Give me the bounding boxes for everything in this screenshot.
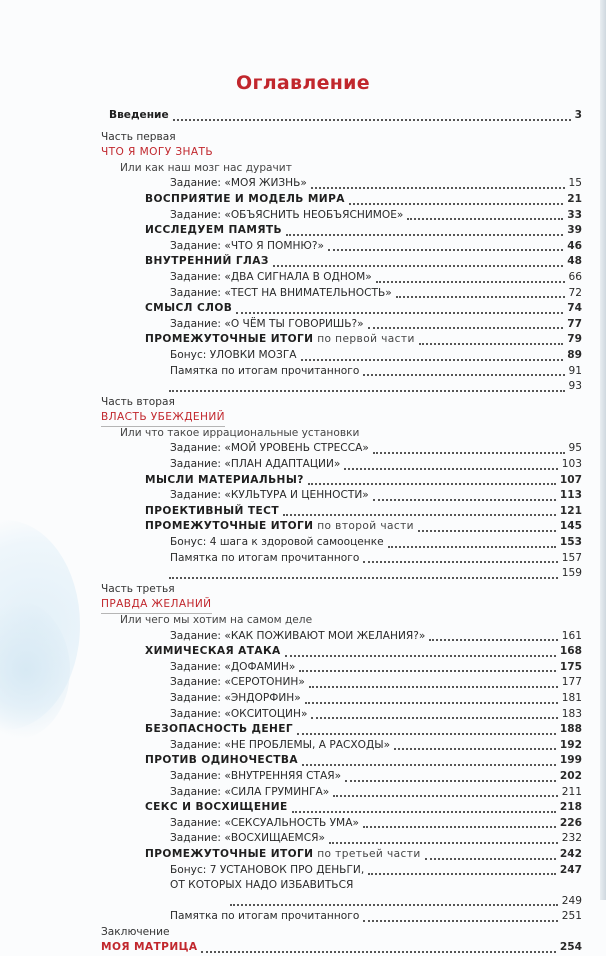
toc-entry[interactable]: [0, 613, 606, 629]
toc-page-number: 183: [560, 707, 582, 723]
toc-entry[interactable]: [0, 753, 606, 769]
toc-entry-context: по третьей части: [313, 847, 421, 860]
toc-leader-dots: [309, 686, 558, 688]
toc-entry[interactable]: [0, 644, 606, 660]
toc-entry[interactable]: [0, 348, 606, 364]
toc-page-number: 247: [558, 863, 582, 879]
toc-entry-title: Задание: «ПЛАН АДАПТАЦИИ»: [170, 458, 341, 471]
toc-entry[interactable]: [0, 551, 606, 567]
toc-page-number: 202: [558, 769, 582, 785]
toc-leader-dots: [373, 499, 556, 501]
toc-entry-title: Или как наш мозг нас дурачит: [120, 161, 292, 174]
toc-page-number: 48: [565, 254, 582, 270]
toc-entry-title: МЫСЛИ МАТЕРИАЛЬНЫ?: [145, 473, 304, 486]
toc-leader-dots: [285, 655, 556, 657]
toc-leader-dots: [373, 452, 565, 454]
toc-page-number: 175: [558, 660, 582, 676]
toc-leader-dots: [292, 811, 556, 813]
toc-entry-title: ИССЛЕДУЕМ ПАМЯТЬ: [145, 224, 282, 237]
toc-entry[interactable]: [0, 364, 606, 380]
toc-leader-dots: [396, 296, 565, 298]
toc-page-number: 103: [560, 457, 582, 473]
toc-page-number: 168: [558, 644, 582, 660]
toc-page-number: 211: [560, 785, 582, 801]
toc-leader-dots: [344, 468, 557, 470]
toc-entry-title: ПРОМЕЖУТОЧНЫЕ ИТОГИ по второй части: [145, 520, 414, 533]
toc-page-number: 74: [565, 301, 582, 317]
toc-entry-title: Задание: «КУЛЬТУРА И ЦЕННОСТИ»: [170, 489, 369, 502]
toc-page-number: 153: [558, 535, 582, 551]
toc-leader-dots: [345, 780, 556, 782]
toc-leader-dots: [329, 842, 558, 844]
toc-entry-title: Памятка по итогам прочитанного: [170, 551, 360, 564]
toc-entry[interactable]: [0, 722, 606, 738]
toc-entry-title: ЧТО Я МОГУ ЗНАТЬ: [101, 146, 214, 159]
toc-page-number: 107: [558, 473, 582, 489]
toc-entry[interactable]: [0, 691, 606, 707]
toc-page-number: 242: [558, 847, 582, 863]
toc-leader-dots: [301, 359, 564, 361]
toc-entry[interactable]: [0, 831, 606, 847]
toc-page-number: 93: [567, 379, 582, 395]
toc-entry[interactable]: [0, 582, 606, 598]
toc-page-number: 177: [560, 675, 582, 691]
toc-entry-title: ОТ КОТОРЫХ НАДО ИЗБАВИТЬСЯ: [170, 879, 354, 892]
toc-entry-title: Задание: «СЕРОТОНИН»: [170, 676, 305, 689]
toc-entry-title: Часть первая: [101, 130, 176, 143]
toc-leader-dots: [230, 904, 558, 906]
toc-entry[interactable]: [0, 270, 606, 286]
toc-leader-dots: [169, 577, 558, 579]
toc-leader-dots: [311, 187, 565, 189]
toc-page-number: 249: [560, 894, 582, 910]
toc-page-number: 218: [558, 800, 582, 816]
toc-entry-title: ПРОМЕЖУТОЧНЫЕ ИТОГИ по третьей части: [145, 847, 421, 860]
toc-leader-dots: [236, 312, 563, 314]
toc-page-number: 15: [567, 176, 582, 192]
toc-leader-dots: [394, 748, 556, 750]
toc-entry-title: СЕКС И ВОСХИЩЕНИЕ: [145, 801, 288, 814]
toc-entry-title: ХИМИЧЕСКАЯ АТАКА: [145, 645, 281, 658]
toc-leader-dots: [388, 546, 556, 548]
toc-entry[interactable]: [0, 785, 606, 801]
toc-leader-dots: [299, 670, 556, 672]
toc-entry[interactable]: [0, 504, 606, 520]
toc-entry-title: Задание: «КАК ПОЖИВАЮТ МОИ ЖЕЛАНИЯ?»: [170, 629, 426, 642]
toc-entry[interactable]: [0, 800, 606, 816]
toc-entry-title: Бонус: УЛОВКИ МОЗГА: [170, 348, 297, 361]
toc-entry-title: Задание: «ЭНДОРФИН»: [170, 691, 301, 704]
toc-leader-dots: [273, 265, 563, 267]
toc-entry-title: Задание: «ВОСХИЩАЕМСЯ»: [170, 832, 325, 845]
toc-entry-title: Памятка по итогам прочитанного: [170, 910, 360, 923]
toc-page-number: 91: [567, 364, 582, 380]
toc-entry-title: Или что такое иррациональные установки: [120, 426, 360, 439]
toc-entry[interactable]: [0, 566, 606, 582]
toc-entry[interactable]: [0, 441, 606, 457]
toc-entry-context: по второй части: [313, 520, 414, 533]
toc-page-number: 3: [573, 108, 582, 124]
toc-leader-dots: [407, 218, 563, 220]
toc-entry[interactable]: [0, 145, 606, 161]
toc-leader-dots: [349, 203, 563, 205]
toc-leader-dots: [169, 390, 565, 392]
toc-entry[interactable]: [0, 769, 606, 785]
toc-entry[interactable]: [0, 597, 606, 613]
toc-entry-title: Задание: «СЕКСУАЛЬНОСТЬ УМА»: [170, 816, 359, 829]
toc-entry-title: Часть вторая: [101, 395, 175, 408]
toc-leader-dots: [311, 717, 557, 719]
toc-entry[interactable]: [0, 108, 606, 124]
toc-entry[interactable]: [0, 660, 606, 676]
toc-entry[interactable]: [0, 379, 606, 395]
page-title: Оглавление: [236, 72, 370, 94]
toc-entry-title: Задание: «О ЧЁМ ТЫ ГОВОРИШЬ?»: [170, 317, 364, 330]
toc-entry[interactable]: [0, 161, 606, 177]
toc-page-number: 226: [558, 816, 582, 832]
toc-entry[interactable]: [0, 816, 606, 832]
toc-entry[interactable]: [0, 519, 606, 535]
toc-page-number: 232: [560, 831, 582, 847]
toc-leader-dots: [201, 951, 555, 953]
toc-leader-dots: [308, 483, 556, 485]
toc-entry[interactable]: [0, 317, 606, 333]
toc-leader-dots: [302, 764, 556, 766]
toc-leader-dots: [286, 234, 563, 236]
toc-entry[interactable]: [0, 410, 606, 426]
toc-entry-title: Задание: «ОКСИТОЦИН»: [170, 707, 308, 720]
toc-entry-title: Или чего мы хотим на самом деле: [120, 614, 313, 626]
toc-entry-title: Памятка по итогам прочитанного: [170, 364, 360, 377]
toc-page-number: 72: [567, 286, 582, 302]
toc-entry[interactable]: [0, 629, 606, 645]
toc-entry-title: Заключение: [101, 925, 170, 938]
toc-entry[interactable]: [0, 878, 606, 894]
table-of-contents: [0, 108, 606, 956]
toc-entry[interactable]: [0, 208, 606, 224]
toc-page-number: 199: [558, 753, 582, 769]
toc-entry[interactable]: [0, 223, 606, 239]
toc-entry-title: ПРОЕКТИВНЫЙ ТЕСТ: [145, 504, 279, 517]
toc-entry-title: Задание: «ДОФАМИН»: [170, 660, 296, 673]
toc-entry-title: Задание: «ДВА СИГНАЛА В ОДНОМ»: [170, 270, 372, 283]
toc-page-number: 254: [558, 940, 582, 956]
toc-page-number: 33: [565, 208, 582, 224]
toc-leader-dots: [419, 343, 563, 345]
toc-entry-title: Введение: [109, 109, 169, 121]
toc-leader-dots: [425, 858, 556, 860]
toc-entry[interactable]: [0, 738, 606, 754]
toc-leader-dots: [368, 873, 556, 875]
toc-entry-title: ПРОТИВ ОДИНОЧЕСТВА: [145, 754, 298, 767]
toc-entry-title: Задание: «ОБЪЯСНИТЬ НЕОБЪЯСНИМОЕ»: [170, 208, 404, 221]
toc-entry[interactable]: [0, 863, 606, 879]
toc-page-number: 95: [567, 441, 582, 457]
toc-entry[interactable]: [0, 254, 606, 270]
toc-entry-title: БЕЗОПАСНОСТЬ ДЕНЕГ: [145, 723, 294, 736]
toc-entry[interactable]: [0, 395, 606, 411]
toc-page-number: 121: [558, 504, 582, 520]
toc-page-number: 157: [560, 551, 582, 567]
toc-entry-title: Задание: «СИЛА ГРУМИНГА»: [170, 785, 330, 798]
toc-entry[interactable]: [0, 847, 606, 863]
toc-entry[interactable]: [0, 286, 606, 302]
toc-entry-title: ВНУТРЕННИЙ ГЛАЗ: [145, 255, 269, 268]
toc-page-number: 251: [560, 909, 582, 925]
toc-leader-dots: [297, 733, 556, 735]
toc-entry[interactable]: [0, 192, 606, 208]
toc-leader-dots: [363, 374, 564, 376]
toc-entry[interactable]: [0, 130, 606, 146]
toc-entry[interactable]: [0, 707, 606, 723]
toc-page-number: 46: [565, 239, 582, 255]
toc-page-number: 188: [558, 722, 582, 738]
toc-leader-dots: [283, 514, 556, 516]
toc-entry-title: Часть третья: [101, 582, 175, 595]
toc-entry-title: Задание: «МОЯ ЖИЗНЬ»: [170, 177, 307, 190]
toc-entry[interactable]: [0, 894, 606, 910]
toc-entry-title: Задание: «ТЕСТ НА ВНИМАТЕЛЬНОСТЬ»: [170, 286, 392, 299]
toc-entry-title: ПРОМЕЖУТОЧНЫЕ ИТОГИ по первой части: [145, 333, 415, 346]
toc-entry-title: ПРАВДА ЖЕЛАНИЙ: [101, 597, 212, 614]
toc-page-number: 181: [560, 691, 582, 707]
toc-leader-dots: [368, 327, 564, 329]
toc-entry-title: Задание: «МОЙ УРОВЕНЬ СТРЕССА»: [170, 442, 369, 455]
toc-leader-dots: [418, 530, 556, 532]
toc-entry[interactable]: [0, 675, 606, 691]
toc-entry[interactable]: [0, 925, 606, 941]
toc-entry-context: по первой части: [313, 333, 415, 346]
toc-leader-dots: [429, 639, 557, 641]
toc-entry-title: Задание: «ВНУТРЕННЯЯ СТАЯ»: [170, 769, 342, 782]
toc-leader-dots: [376, 281, 565, 283]
toc-leader-dots: [363, 561, 557, 563]
toc-entry-title: СМЫСЛ СЛОВ: [145, 302, 233, 315]
toc-entry[interactable]: [0, 940, 606, 956]
toc-entry[interactable]: [0, 332, 606, 348]
toc-entry[interactable]: [0, 535, 606, 551]
toc-entry[interactable]: [0, 488, 606, 504]
toc-entry[interactable]: [0, 426, 606, 442]
toc-page-number: 66: [567, 270, 582, 286]
toc-entry[interactable]: [0, 473, 606, 489]
toc-page-number: 39: [565, 223, 582, 239]
toc-entry[interactable]: [0, 176, 606, 192]
toc-leader-dots: [328, 249, 563, 251]
toc-page-number: 89: [565, 348, 582, 364]
toc-page-number: 21: [565, 192, 582, 208]
toc-leader-dots: [305, 702, 558, 704]
toc-entry[interactable]: [0, 909, 606, 925]
toc-page-number: 79: [565, 332, 582, 348]
toc-entry-title: Бонус: 7 УСТАНОВОК ПРО ДЕНЬГИ,: [170, 863, 365, 876]
toc-entry-title: МОЯ МАТРИЦА: [101, 941, 198, 954]
toc-entry[interactable]: [0, 301, 606, 317]
toc-page-number: 113: [558, 488, 582, 504]
toc-page-number: 161: [560, 629, 582, 645]
toc-leader-dots: [363, 826, 556, 828]
toc-entry[interactable]: [0, 239, 606, 255]
toc-entry-title: ВЛАСТЬ УБЕЖДЕНИЙ: [101, 410, 225, 427]
toc-entry-title: ВОСПРИЯТИЕ И МОДЕЛЬ МИРА: [145, 192, 345, 205]
toc-leader-dots: [363, 920, 557, 922]
toc-page-number: 145: [558, 519, 582, 535]
toc-page-number: 159: [560, 566, 582, 582]
toc-page-number: 77: [565, 317, 582, 333]
toc-leader-dots: [333, 795, 557, 797]
toc-leader-dots: [173, 119, 571, 121]
toc-entry-title: Бонус: 4 шага к здоровой самооценке: [170, 536, 384, 549]
toc-entry-title: Задание: «НЕ ПРОБЛЕМЫ, А РАСХОДЫ»: [170, 738, 391, 751]
toc-page-number: 192: [558, 738, 582, 754]
toc-entry[interactable]: [0, 457, 606, 473]
toc-entry-title: Задание: «ЧТО Я ПОМНЮ?»: [170, 239, 324, 252]
